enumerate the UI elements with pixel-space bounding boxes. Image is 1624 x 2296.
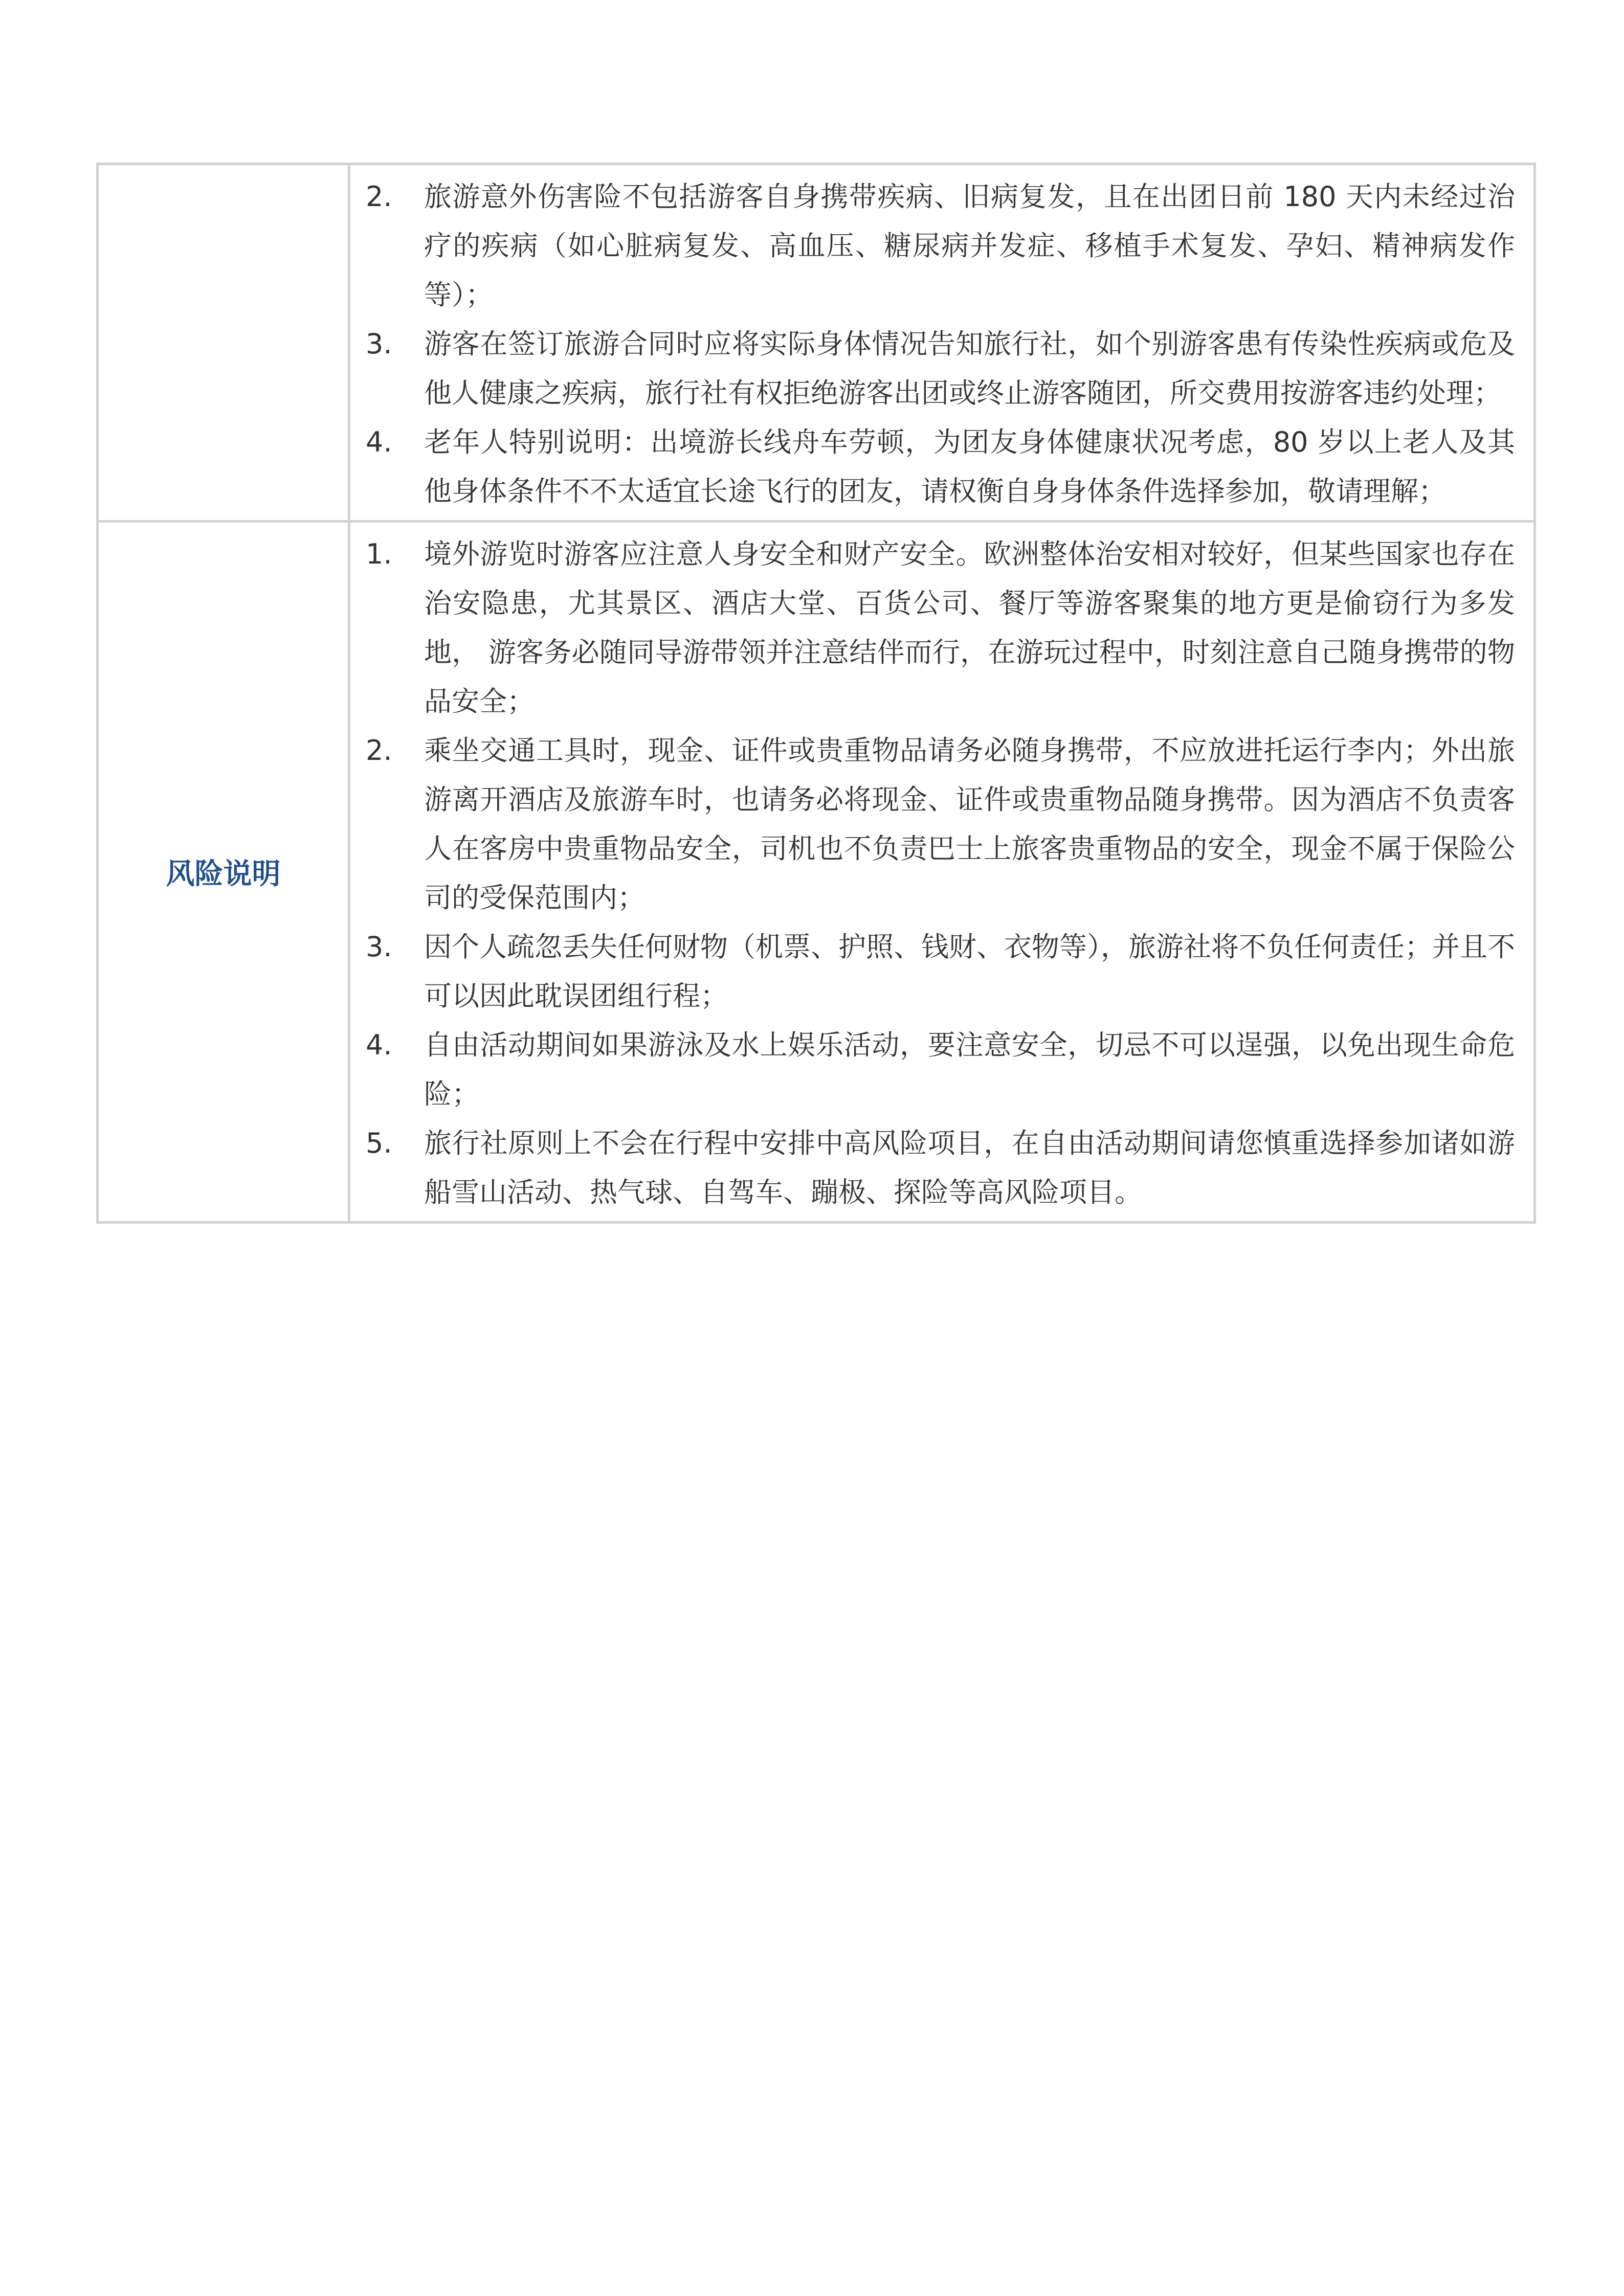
item-text: 老年人特别说明：出境游长线舟车劳顿，为团友身体健康状况考虑，80 岁以上老人及其他身体条件不不太适宜长途飞行的团友，请权衡自身身体条件选择参加，敬请理解；	[424, 426, 1515, 507]
item-text: 旅行社原则上不会在行程中安排中高风险项目，在自由活动期间请您慎重选择参加诸如游船雪山活动、热气球、自驾车、蹦极、探险等高风险项目。	[424, 1127, 1515, 1208]
list-item	[350, 320, 1515, 418]
row-content	[349, 164, 1535, 522]
list-item	[350, 418, 1515, 516]
item-text: 游客在签订旅游合同时应将实际身体情况告知旅行社，如个别游客患有传染性疾病或危及他人健康之疾病，旅行社有权拒绝游客出团或终止游客随团，所交费用按游客违约处理；	[424, 328, 1515, 409]
table-row	[98, 164, 1535, 522]
item-text: 境外游览时游客应注意人身安全和财产安全。欧洲整体治安相对较好，但某些国家也存在 治安隐患，尤其景区、酒店大堂、百货公司、餐厅等游客聚集的地方更是偷窃行为多发地， 游客务必随同导游带领并注意结伴而行，在游玩过程中，时刻注意自己随身携带的物品安全；	[424, 538, 1515, 717]
item-text: 自由活动期间如果游泳及水上娱乐活动，要注意安全，切忌不可以逞强，以免出现生命危险；	[424, 1029, 1515, 1110]
list-item	[350, 172, 1515, 320]
list-item	[350, 726, 1515, 922]
table-row	[98, 522, 1535, 1223]
item-number: 3.	[366, 328, 392, 360]
notice-table	[96, 163, 1536, 1224]
item-number: 2.	[366, 734, 392, 767]
list-item	[350, 530, 1515, 726]
item-number: 3.	[366, 931, 392, 963]
item-text: 因个人疏忽丢失任何财物（机票、护照、钱财、衣物等），旅游社将不负任何责任；并且不可以因此耽误团组行程；	[424, 931, 1515, 1012]
risk-section-label: 风险说明	[98, 522, 349, 1223]
list-item	[350, 1119, 1515, 1217]
row-content	[349, 522, 1535, 1223]
item-number: 2.	[366, 181, 392, 213]
item-text: 乘坐交通工具时，现金、证件或贵重物品请务必随身携带，不应放进托运行李内；外出旅游离开酒店及旅游车时，也请务必将现金、证件或贵重物品随身携带。因为酒店不负责客人在客房中贵重物品安全，司机也不负责巴士上旅客贵重物品的安全，现金不属于保险公司的受保范围内；	[424, 734, 1515, 914]
row-label	[98, 164, 349, 522]
item-number: 5.	[366, 1127, 392, 1159]
item-number: 1.	[366, 538, 392, 570]
item-number: 4.	[366, 1029, 392, 1061]
list-item	[350, 922, 1515, 1021]
item-text: 旅游意外伤害险不包括游客自身携带疾病、旧病复发，且在出团日前 180 天内未经过治疗的疾病（如心脏病复发、高血压、糖尿病并发症、移植手术复发、孕妇、精神病发作等）；	[424, 181, 1515, 311]
item-number: 4.	[366, 426, 392, 458]
list-item	[350, 1021, 1515, 1119]
